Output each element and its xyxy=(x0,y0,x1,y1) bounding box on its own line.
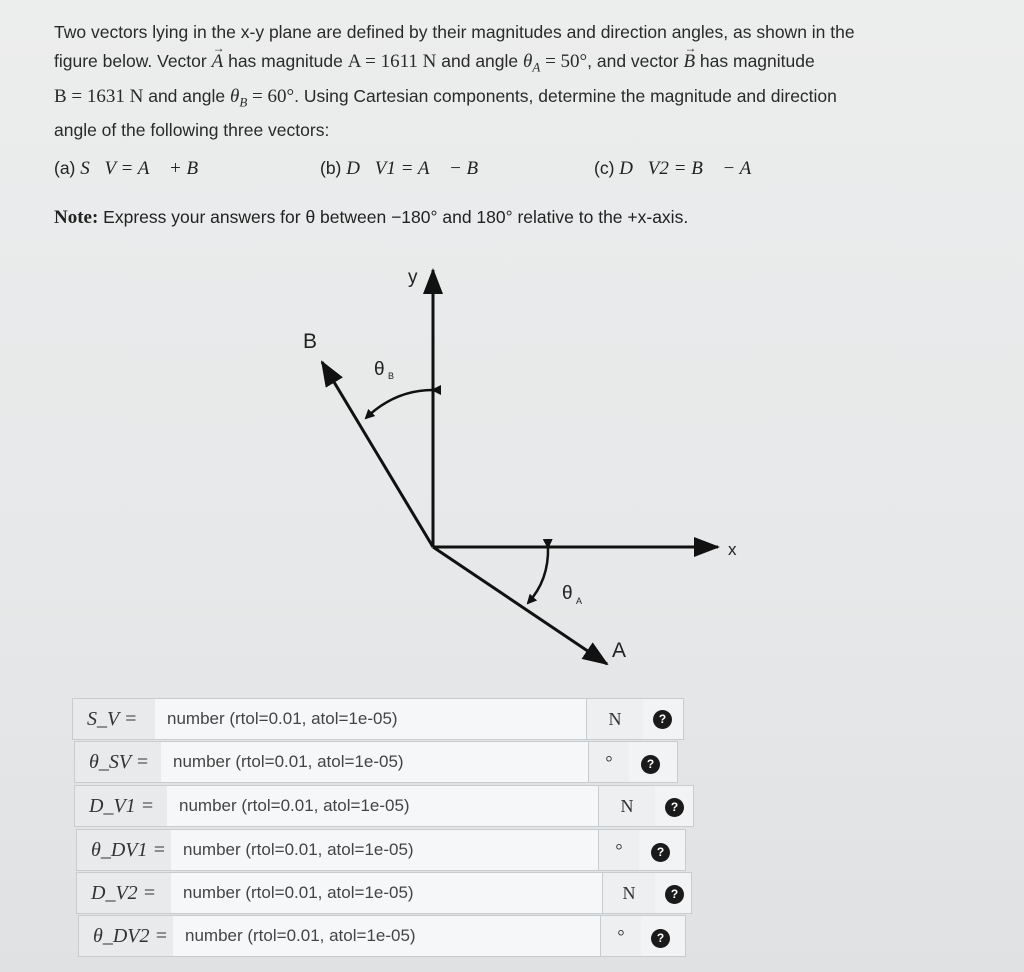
theta-b-label: θ xyxy=(374,359,385,380)
help-icon[interactable]: ? xyxy=(651,843,670,862)
magnitude-a: A = 1611 N xyxy=(347,51,437,72)
unit-label: ° xyxy=(589,742,629,782)
theta-b-subscript: B xyxy=(388,371,395,381)
part-b-label: (b) xyxy=(320,158,342,178)
text: . Using Cartesian components, determine the magnitude and direction xyxy=(294,85,837,106)
theta-b-arc xyxy=(366,390,433,418)
theta-subscript: A xyxy=(532,59,541,75)
theta-sv-input[interactable]: number (rtol=0.01, atol=1e-05) xyxy=(161,742,589,782)
theta-a-label: θ xyxy=(562,583,573,604)
dv1-input[interactable]: number (rtol=0.01, atol=1e-05) xyxy=(167,786,599,826)
help-icon[interactable]: ? xyxy=(653,710,672,729)
y-axis-label: y xyxy=(408,267,418,288)
angle-b-value: = 60° xyxy=(247,85,295,107)
vector-b-label: B xyxy=(303,330,318,353)
text: has magnitude xyxy=(223,51,348,71)
answer-label: D_V2 = xyxy=(77,873,184,913)
unit-label: ° xyxy=(601,916,641,956)
vector-a-label: A xyxy=(612,639,627,662)
part-c-label: (c) xyxy=(594,158,615,178)
text: and angle xyxy=(143,85,230,106)
answer-label: S_V = xyxy=(73,699,168,739)
answer-row-dv2 xyxy=(76,872,692,914)
theta-symbol: θ xyxy=(523,51,533,72)
text: , and vector xyxy=(587,51,684,71)
answer-label: θ_DV1 = xyxy=(77,830,184,870)
answer-label: θ_SV = xyxy=(75,742,174,782)
theta-a-arc xyxy=(528,547,548,603)
vector-a-symbol: → A xyxy=(212,47,224,76)
theta-dv2-input[interactable]: number (rtol=0.01, atol=1e-05) xyxy=(173,916,601,956)
text: and angle xyxy=(436,51,524,71)
unit-label: N xyxy=(603,873,655,913)
problem-line-1: Two vectors lying in the x-y plane are defined by their magnitudes and direction angles, as shown in the xyxy=(54,22,855,42)
help-icon[interactable]: ? xyxy=(651,929,670,948)
text: has magnitude xyxy=(695,51,815,71)
note-text: Express your answers for θ between −180° and 180° relative to the +x-axis. xyxy=(98,207,689,227)
unit-label: N xyxy=(599,786,655,826)
theta-a-subscript: A xyxy=(576,596,583,606)
dv2-input[interactable]: number (rtol=0.01, atol=1e-05) xyxy=(171,873,603,913)
theta-subscript: B xyxy=(239,94,248,109)
part-a-expression: S⃗V = A⃗ + B⃗ xyxy=(80,158,213,179)
x-axis-label: x xyxy=(728,540,737,559)
theta-dv1-input[interactable]: number (rtol=0.01, atol=1e-05) xyxy=(171,830,599,870)
unit-label: ° xyxy=(599,830,639,870)
vector-b-symbol: → B xyxy=(683,47,695,76)
theta-symbol: θ xyxy=(229,85,240,107)
text: figure below. Vector xyxy=(54,51,212,71)
unit-label: N xyxy=(587,699,643,739)
vector-b-arrow xyxy=(322,362,433,547)
help-icon[interactable]: ? xyxy=(641,755,660,774)
answer-label: D_V1 = xyxy=(75,786,180,826)
answer-row-dv1 xyxy=(74,785,694,827)
answer-row-theta-dv1 xyxy=(76,829,686,871)
answer-row-theta-dv2 xyxy=(78,915,686,957)
problem-line-4: angle of the following three vectors: xyxy=(54,120,330,140)
part-a-label: (a) xyxy=(54,158,76,178)
answer-label: θ_DV2 = xyxy=(79,916,186,956)
help-icon[interactable]: ? xyxy=(665,798,684,817)
help-icon[interactable]: ? xyxy=(665,885,684,904)
answer-row-sv xyxy=(72,698,684,740)
magnitude-b: B = 1631 N xyxy=(54,85,144,107)
part-b-expression: D⃗V1 = A⃗ − B⃗ xyxy=(346,158,493,179)
angle-a-value: = 50° xyxy=(540,51,588,72)
part-c-expression: D⃗V2 = B⃗ − A⃗ xyxy=(619,158,766,179)
note-label: Note: xyxy=(54,207,99,228)
sv-input[interactable]: number (rtol=0.01, atol=1e-05) xyxy=(155,699,587,739)
answer-row-theta-sv xyxy=(74,741,678,783)
